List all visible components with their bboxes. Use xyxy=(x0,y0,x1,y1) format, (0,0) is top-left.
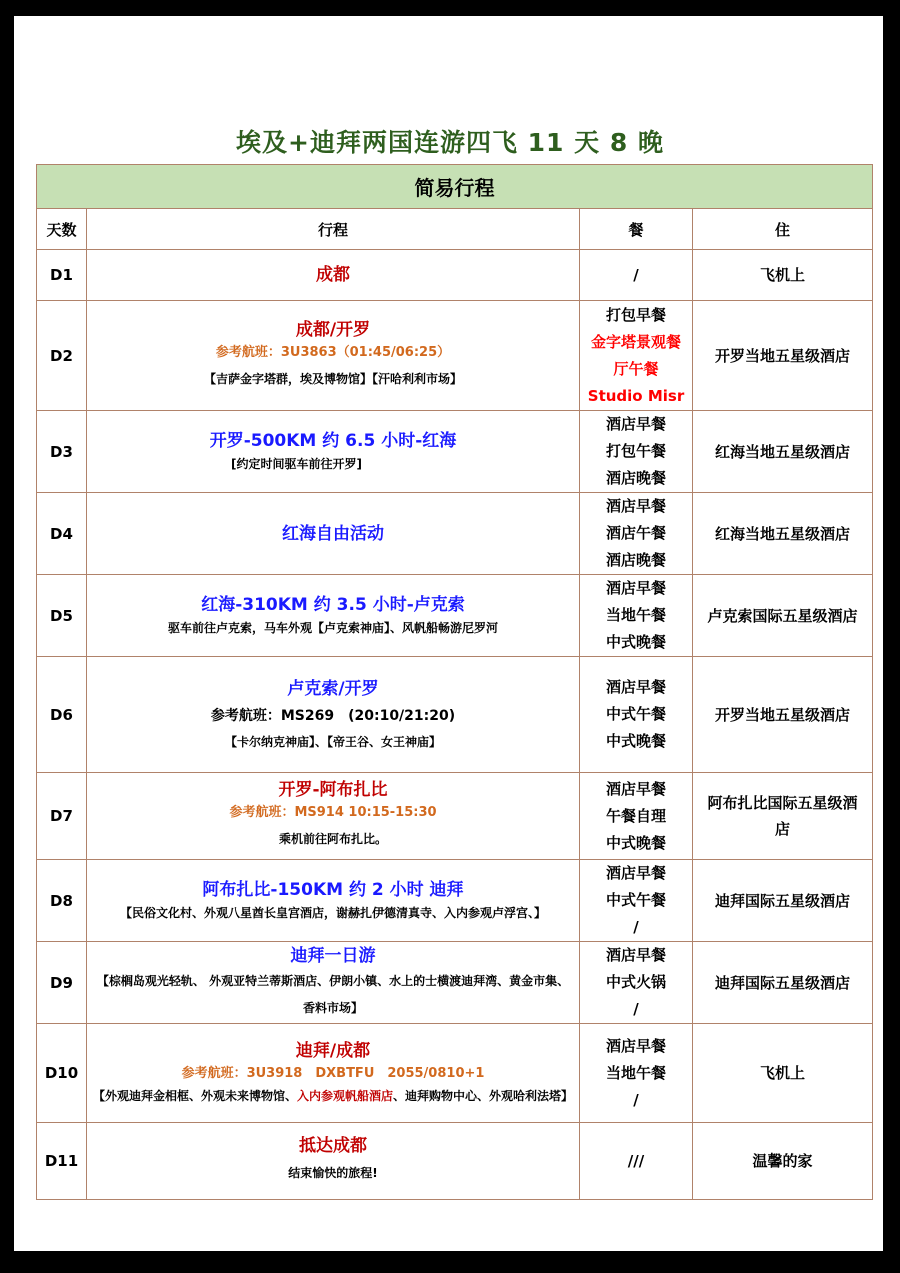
route-detail-part: 、迪拜购物中心、外观哈利法塔】 xyxy=(393,1089,574,1103)
flight-info: 参考航班：MS269 (20:10/21:20) xyxy=(210,707,456,724)
route-cell xyxy=(87,942,580,1024)
stay-cell: 开罗当地五星级酒店 xyxy=(693,657,873,773)
meal-item: 打包午餐 xyxy=(605,442,666,460)
frame-bottom xyxy=(0,1251,900,1273)
day-cell: D1 xyxy=(37,250,87,301)
meal-cell xyxy=(580,773,693,860)
flight-info: 参考航班：MS914 10:15-15:30 xyxy=(229,805,437,820)
stay-cell: 阿布扎比国际五星级酒店 xyxy=(693,773,873,860)
route-title: 卢克索/开罗 xyxy=(287,678,379,699)
meal-item: 酒店晚餐 xyxy=(605,469,666,487)
route-title: 迪拜/成都 xyxy=(295,1041,371,1061)
route-detail-highlight: 入内参观帆船酒店 xyxy=(296,1089,393,1103)
table-row xyxy=(37,942,873,1024)
route-detail: 【卡尔纳克神庙】、【帝王谷、女王神庙】 xyxy=(224,734,441,749)
meal-cell xyxy=(580,575,693,657)
day-cell: D9 xyxy=(37,942,87,1024)
meal-item: 酒店早餐 xyxy=(605,779,666,798)
stay-cell: 飞机上 xyxy=(693,1024,873,1123)
col-stay: 住 xyxy=(693,209,873,250)
frame-right xyxy=(883,0,900,1273)
col-route: 行程 xyxy=(87,209,580,250)
meal-item: 酒店早餐 xyxy=(605,1036,666,1055)
meal-item: 中式午餐 xyxy=(605,891,666,909)
meal-item: / xyxy=(633,1090,639,1109)
table-row xyxy=(37,1024,873,1123)
route-cell xyxy=(87,1024,580,1123)
route-cell xyxy=(87,250,580,301)
meal-item: 酒店早餐 xyxy=(605,864,666,882)
stay-cell: 红海当地五星级酒店 xyxy=(693,493,873,575)
route-cell xyxy=(87,575,580,657)
stay-cell: 红海当地五星级酒店 xyxy=(693,411,873,493)
stay-cell: 卢克索国际五星级酒店 xyxy=(693,575,873,657)
table-row xyxy=(37,250,873,301)
table-row xyxy=(37,493,873,575)
table-row xyxy=(37,1123,873,1200)
stay-cell: 温馨的家 xyxy=(693,1123,873,1200)
day-cell: D4 xyxy=(37,493,87,575)
meal-item: 中式晚餐 xyxy=(605,732,666,750)
day-cell: D5 xyxy=(37,575,87,657)
frame-left xyxy=(0,0,14,1273)
stay-cell: 飞机上 xyxy=(693,250,873,301)
day-cell: D8 xyxy=(37,860,87,942)
route-detail: 结束愉快的旅程! xyxy=(288,1166,378,1180)
route-title: 开罗-阿布扎比 xyxy=(278,780,388,800)
stay-cell: 迪拜国际五星级酒店 xyxy=(693,942,873,1024)
meal-item: 酒店早餐 xyxy=(605,579,666,597)
table-title: 简易行程 xyxy=(37,165,873,209)
route-cell xyxy=(87,493,580,575)
meal-item: 中式晚餐 xyxy=(605,833,666,852)
day-cell: D3 xyxy=(37,411,87,493)
route-detail: 【民俗文化村、外观八星酋长皇宫酒店，谢赫扎伊德清真寺、入内参观卢浮宫、】 xyxy=(119,905,546,920)
table-row xyxy=(37,301,873,411)
meal-item: / xyxy=(633,1000,639,1018)
meal-cell xyxy=(580,942,693,1024)
meal-item: 当地午餐 xyxy=(605,606,666,624)
day-cell: D2 xyxy=(37,301,87,411)
meal-item: 酒店午餐 xyxy=(605,524,666,542)
route-detail: 【棕榈岛观光轻轨、 外观亚特兰蒂斯酒店、伊朗小镇、水上的士横渡迪拜湾、黄金市集、香料市场】 xyxy=(96,973,570,1015)
stay-cell: 开罗当地五星级酒店 xyxy=(693,301,873,411)
route-detail: 【吉萨金字塔群，埃及博物馆】【汗哈利利市场】 xyxy=(203,371,462,386)
itinerary-table xyxy=(36,164,873,1200)
meal-cell xyxy=(580,411,693,493)
meal-item: 酒店早餐 xyxy=(605,946,666,964)
meal-item: 金字塔景观餐 xyxy=(590,332,681,351)
frame-top xyxy=(0,0,900,16)
route-title: 开罗-500KM 约 6.5 小时-红海 xyxy=(209,430,457,451)
day-cell: D7 xyxy=(37,773,87,860)
meal-item: /// xyxy=(627,1151,645,1170)
meal-item: 厅午餐 xyxy=(613,359,659,378)
route-detail: [约定时间驱车前往开罗] xyxy=(231,456,362,471)
table-row xyxy=(37,860,873,942)
meal-item: 当地午餐 xyxy=(605,1063,666,1082)
table-row xyxy=(37,575,873,657)
flight-info: 参考航班：3U3918 DXBTFU 2055/0810+1 xyxy=(181,1066,485,1081)
route-cell xyxy=(87,860,580,942)
meal-item: 中式午餐 xyxy=(605,705,666,723)
meal-item: 打包早餐 xyxy=(605,305,666,324)
meal-item: 酒店早餐 xyxy=(605,497,666,515)
meal-item: 酒店早餐 xyxy=(605,415,666,433)
route-cell xyxy=(87,657,580,773)
meal-item: 午餐自理 xyxy=(605,806,666,825)
meal-item: / xyxy=(633,265,639,284)
col-meals: 餐 xyxy=(580,209,693,250)
stay-cell: 迪拜国际五星级酒店 xyxy=(693,860,873,942)
table-row xyxy=(37,773,873,860)
col-day: 天数 xyxy=(37,209,87,250)
route-title: 红海自由活动 xyxy=(282,523,384,544)
route-cell xyxy=(87,773,580,860)
route-title: 迪拜一日游 xyxy=(290,945,376,966)
day-cell: D10 xyxy=(37,1024,87,1123)
meal-item: 中式火锅 xyxy=(605,973,666,991)
table-row xyxy=(37,411,873,493)
meal-item: 酒店早餐 xyxy=(605,678,666,696)
route-title: 成都/开罗 xyxy=(295,319,371,340)
route-cell xyxy=(87,1123,580,1200)
route-title: 红海-310KM 约 3.5 小时-卢克索 xyxy=(201,594,465,615)
day-cell: D11 xyxy=(37,1123,87,1200)
route-detail: 驱车前往卢克索，马车外观【卢克索神庙】、风帆船畅游尼罗河 xyxy=(167,620,498,635)
meal-cell xyxy=(580,493,693,575)
route-detail xyxy=(91,1085,575,1107)
table-row xyxy=(37,657,873,773)
page-title: 埃及+迪拜两国连游四飞 11 天 8 晚 xyxy=(236,128,664,157)
meal-item: 中式晚餐 xyxy=(605,633,666,651)
meal-cell xyxy=(580,250,693,301)
meal-cell xyxy=(580,301,693,411)
meal-cell xyxy=(580,1123,693,1200)
route-title: 成都 xyxy=(316,265,350,285)
meal-cell xyxy=(580,1024,693,1123)
meal-item: / xyxy=(633,918,639,936)
meal-cell xyxy=(580,860,693,942)
day-cell: D6 xyxy=(37,657,87,773)
route-cell xyxy=(87,301,580,411)
route-detail: 乘机前往阿布扎比。 xyxy=(278,832,387,846)
flight-info: 参考航班：3U3863（01:45/06:25） xyxy=(215,344,451,360)
route-cell xyxy=(87,411,580,493)
meal-item: 酒店晚餐 xyxy=(605,551,666,569)
meal-item: Studio Misr xyxy=(587,386,685,405)
route-title: 抵达成都 xyxy=(299,1136,367,1156)
route-title: 阿布扎比-150KM 约 2 小时 迪拜 xyxy=(202,879,464,900)
route-detail-part: 【外观迪拜金相框、外观未来博物馆、 xyxy=(92,1089,297,1103)
meal-cell xyxy=(580,657,693,773)
